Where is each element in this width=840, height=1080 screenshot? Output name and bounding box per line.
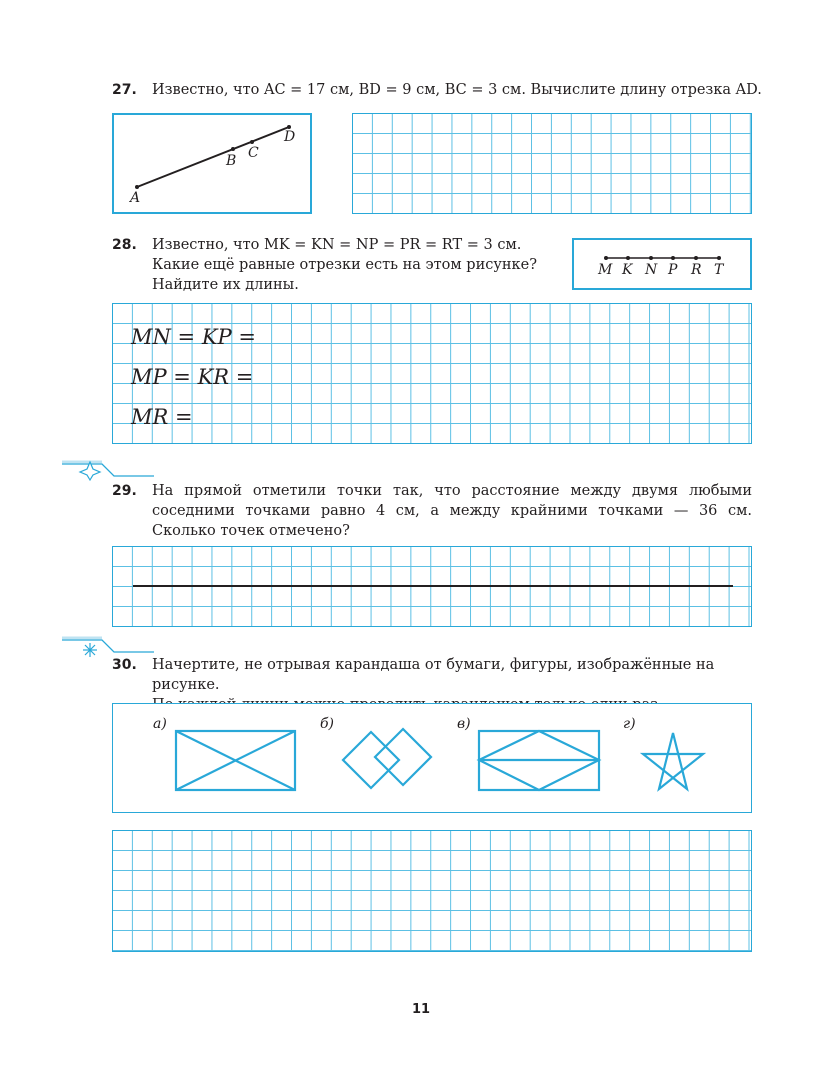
label-m: M — [598, 262, 613, 278]
point-p — [671, 256, 675, 260]
task-29-number: 29. — [112, 483, 137, 499]
figure-g-star — [643, 733, 703, 789]
segment-ad — [137, 127, 289, 187]
task-30-figures — [112, 703, 752, 813]
answer-mn-kp: MN = KP = — [131, 325, 256, 349]
point-r — [694, 256, 698, 260]
task-30-number: 30. — [112, 657, 137, 673]
figure-a-bowtie — [176, 731, 295, 790]
difficulty-marker-two — [62, 634, 154, 660]
task-28-answer-grid[interactable] — [112, 303, 752, 444]
figure-a-label: а) — [153, 716, 167, 732]
label-c: C — [248, 145, 259, 161]
snowflake-icon — [83, 643, 97, 657]
task-27-figure — [112, 113, 312, 214]
task-29-answer-grid[interactable] — [112, 546, 752, 627]
label-p: P — [668, 262, 678, 278]
point-t — [717, 256, 721, 260]
point-n — [649, 256, 653, 260]
task-28-text — [152, 235, 562, 295]
figure-b-label: б) — [320, 716, 335, 732]
point-k — [626, 256, 630, 260]
segment-ad-diagram — [114, 115, 310, 212]
figures-diagram — [113, 704, 751, 812]
difficulty-marker-one — [62, 458, 154, 482]
answer-mp-kr: MP = KR = — [131, 365, 254, 389]
label-b: B — [226, 153, 237, 169]
task-28-line-2: Какие ещё равные отрезки есть на этом рисунке? — [152, 257, 537, 273]
answer-mr: MR = — [131, 405, 193, 429]
figure-v-rhombus — [479, 731, 599, 790]
label-t: T — [714, 262, 724, 278]
task-28-number: 28. — [112, 237, 137, 253]
task-27-text: Известно, что AC = 17 см, BD = 9 см, BC = 3 см. Вычислите длину отрезка AD. — [152, 82, 762, 98]
figure-g-label: г) — [623, 716, 636, 732]
label-k: K — [622, 262, 633, 278]
label-r: R — [691, 262, 702, 278]
label-d: D — [284, 129, 296, 145]
point-b — [231, 147, 235, 151]
label-a: A — [130, 190, 141, 206]
star-icon — [80, 462, 100, 480]
task-28-line-3: Найдите их длины. — [152, 277, 299, 293]
task-28-line-1: Известно, что MK = KN = NP = PR = RT = 3 см. — [152, 237, 522, 253]
task-27-answer-grid[interactable] — [352, 113, 752, 214]
task-27-number: 27. — [112, 82, 137, 98]
figure-b-diamonds — [343, 729, 431, 788]
task-29-text: На прямой отметили точки так, что расстояние между двумя любыми соседними точками равно 4 см, а между крайними точками — 36 см. Сколько точек отмечено? — [152, 483, 752, 539]
point-a — [135, 185, 139, 189]
label-n: N — [645, 262, 658, 278]
task-30-answer-grid[interactable] — [112, 830, 752, 952]
task-28-figure — [572, 238, 752, 290]
point-c — [250, 140, 254, 144]
straight-line — [133, 585, 733, 587]
page-number: 11 — [412, 1002, 431, 1017]
task-30-line-1: Начертите, не отрывая карандаша от бумаги, фигуры, изображённые на рисунке. — [152, 657, 715, 693]
point-m — [604, 256, 608, 260]
figure-v-label: в) — [457, 716, 471, 732]
